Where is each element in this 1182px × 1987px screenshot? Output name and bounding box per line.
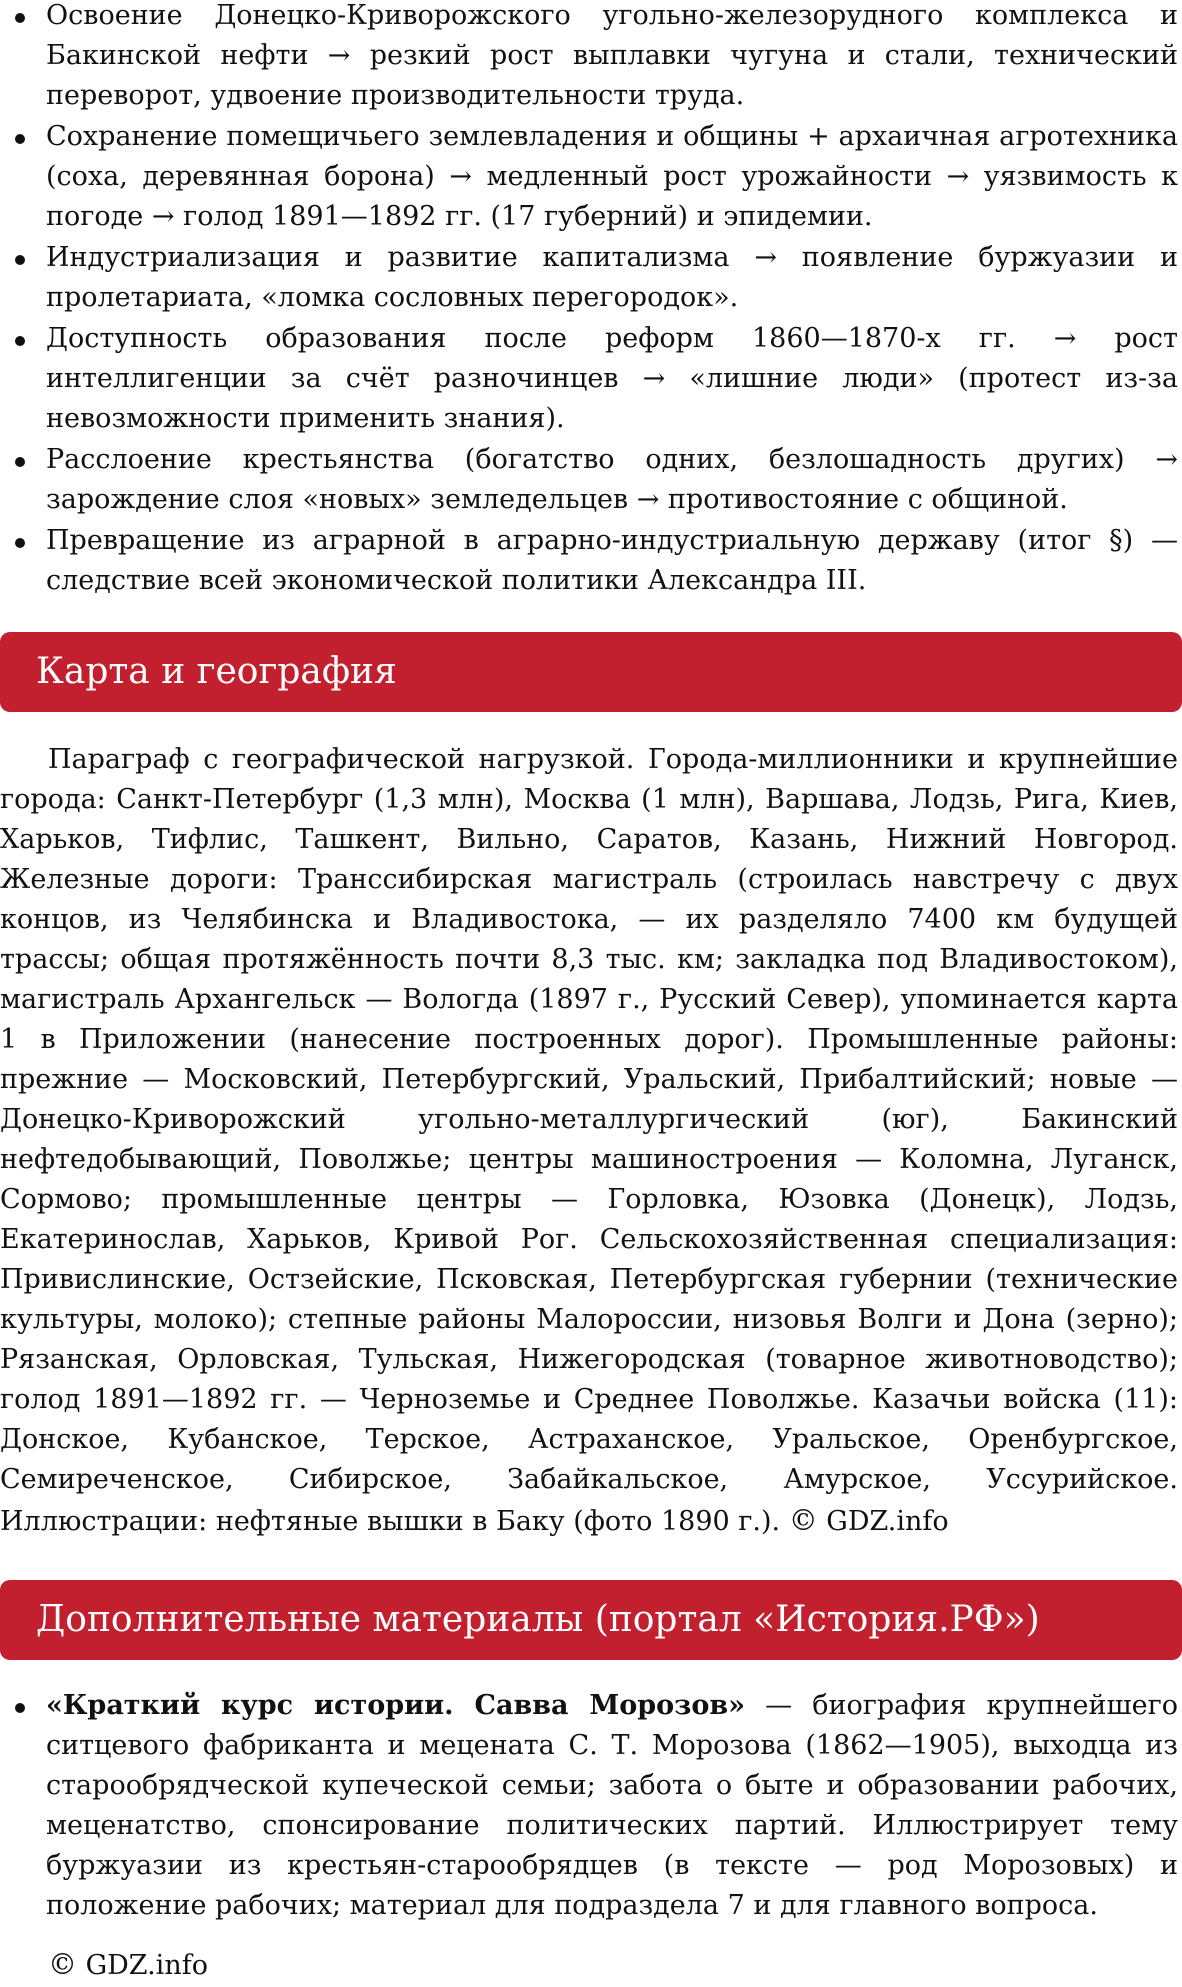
- consequences-list: [0, 0, 1182, 602]
- copyright-symbol: ©: [788, 1503, 818, 1537]
- copyright-symbol: ©: [48, 1947, 77, 1981]
- material-description: — биография крупнейшего ситцевого фабриканта и мецената С. Т. Морозова (1862—1905), выходца из старообрядческой купеческой семьи; забота о быте и образовании рабочих, меценатство, спонсирование политических партий. Иллюстрирует тему буржуазии из крестьян-старообрядцев (в тексте — род Морозовых) и положение рабочих; материал для подраздела 7 и для главного вопроса.: [46, 1690, 1178, 1921]
- credit-text: GDZ.info: [826, 1506, 949, 1537]
- geography-paragraph: [0, 740, 1178, 1542]
- extra-materials-list: [0, 1686, 1182, 1926]
- list-item: Расслоение крестьянства (богатство одних, безлошадность других) → зарождение слоя «новых» земледельцев → противостояние с общиной.: [0, 440, 1182, 520]
- list-item: Превращение из аграрной в аграрно-индустриальную державу (итог §) — следствие всей экономической политики Александра III.: [0, 521, 1182, 601]
- list-item: Освоение Донецко-Криворожского угольно-железорудного комплекса и Бакинской нефти → резкий рост выплавки чугуна и стали, технический переворот, удвоение производительности труда.: [0, 0, 1182, 116]
- credit-text: GDZ.info: [85, 1950, 208, 1981]
- list-item: Индустриализация и развитие капитализма → появление буржуазии и пролетариата, «ломка сословных перегородок».: [0, 238, 1182, 318]
- list-item: Сохранение помещичьего землевладения и общины + архаичная агротехника (соха, деревянная борона) → медленный рост урожайности → уязвимость к погоде → голод 1891—1892 гг. (17 губерний) и эпидемии.: [0, 117, 1182, 237]
- section-header-extra-materials: Дополнительные материалы (портал «История.РФ»): [0, 1580, 1182, 1660]
- section-header-geography: Карта и география: [0, 632, 1182, 712]
- list-item: [0, 1686, 1182, 1926]
- page-credit: [48, 1944, 208, 1986]
- list-item: Доступность образования после реформ 1860—1870-х гг. → рост интеллигенции за счёт разночинцев → «лишние люди» (протест из-за невозможности применить знания).: [0, 319, 1182, 439]
- geography-text: Параграф с географической нагрузкой. Города-миллионники и крупнейшие города: Санкт-Петербург (1,3 млн), Москва (1 млн), Варшава, Лодзь, Рига, Киев, Харьков, Тифлис, Ташкент, Вильно, Саратов, Казань, Нижний Новгород. Железные дороги: Транссибирская магистраль (строилась навстречу с двух концов, из Челябинска и Владивостока, — их разделяло 7400 км будущей трассы; общая протяжённость почти 8,3 тыс. км; закладка под Владивостоком), магистраль Архангельск — Вологда (1897 г., Русский Север), упоминается карта 1 в Приложении (нанесение построенных дорог). Промышленные районы: прежние — Московский, Петербургский, Уральский, Прибалтийский; новые — Донецко-Криворожский угольно-металлургический (юг), Бакинский нефтедобывающий, Поволжье; центры машиностроения — Коломна, Луганск, Сормово; промышленные центры — Горловка, Юзовка (Донецк), Лодзь, Екатеринослав, Харьков, Кривой Рог. Сельскохозяйственная специализация: Привислинские, Остзейские, Псковская, Петербургская губернии (технические культуры, молоко); степные районы Малороссии, низовья Волги и Дона (зерно); Рязанская, Орловская, Тульская, Нижегородская (товарное животноводство); голод 1891—1892 гг. — Черноземье и Среднее Поволжье. Казачьи войска (11): Донское, Кубанское, Терское, Астраханское, Уральское, Оренбургское, Семиреченское, Сибирское, Забайкальское, Амурское, Уссурийское. Иллюстрации: нефтяные вышки в Баку (фото 1890 г.).: [0, 744, 1178, 1537]
- material-title: «Краткий курс истории. Савва Морозов»: [46, 1690, 746, 1721]
